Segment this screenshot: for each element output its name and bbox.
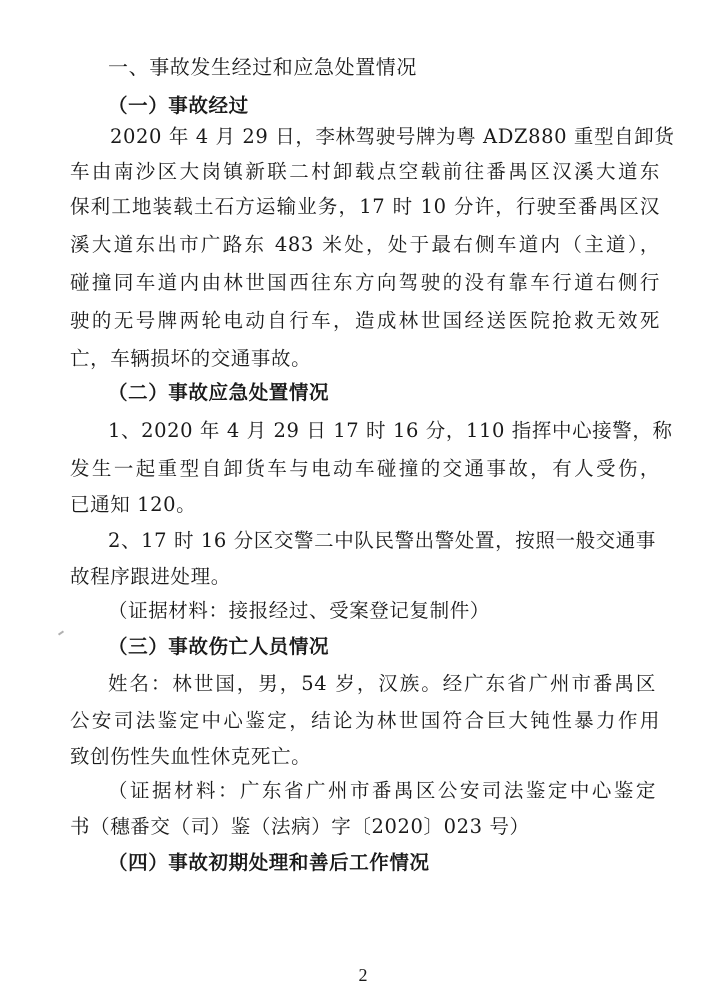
- section-1-line-3: 保利工地装载土石方运输业务，17 时 10 分许，行驶至番禺区汉: [70, 195, 660, 218]
- section-1-line-7: 亡，车辆损坏的交通事故。: [70, 347, 312, 370]
- section-3-title: （三）事故伤亡人员情况: [108, 635, 330, 658]
- section-2-item-2-line-2: 故程序跟进处理。: [70, 565, 231, 588]
- scan-speck: [58, 630, 64, 635]
- section-1-line-4: 溪大道东出市广路东 483 米处，处于最右侧车道内（主道），: [70, 233, 660, 256]
- section-3-line-1: 姓名：林世国，男，54 岁，汉族。经广东省广州市番禺区: [108, 672, 656, 695]
- section-3-evidence-line-2: 书（穗番交（司）鉴（法病）字〔2020〕023 号）: [70, 815, 530, 838]
- section-3-line-3: 致创伤性失血性休克死亡。: [70, 745, 312, 768]
- section-1-line-5: 碰撞同车道内由林世国西往东方向驾驶的没有靠车行道右侧行: [70, 271, 660, 294]
- section-1-line-1: 2020 年 4 月 29 日，李林驾驶号牌为粤 ADZ880 重型自卸货: [110, 125, 675, 148]
- section-1-line-2: 车由南沙区大岗镇新联二村卸载点空载前往番禺区汉溪大道东: [70, 160, 660, 183]
- section-3-line-2: 公安司法鉴定中心鉴定，结论为林世国符合巨大钝性暴力作用: [70, 709, 660, 732]
- section-4-title: （四）事故初期处理和善后工作情况: [108, 851, 430, 874]
- section-2-evidence: （证据材料：接报经过、受案登记复制件）: [108, 599, 490, 622]
- section-1-title: （一）事故经过: [108, 94, 249, 117]
- section-3-evidence-line-1: （证据材料：广东省广州市番禺区公安司法鉴定中心鉴定: [108, 779, 656, 802]
- main-heading: 一、事故发生经过和应急处置情况: [108, 55, 417, 79]
- section-2-item-1-line-2: 发生一起重型自卸货车与电动车碰撞的交通事故，有人受伤，: [70, 457, 660, 480]
- section-1-line-6: 驶的无号牌两轮电动自行车，造成林世国经送医院抢救无效死: [70, 309, 660, 332]
- section-2-item-1-line-3: 已通知 120。: [70, 493, 197, 516]
- page-number: 2: [358, 965, 368, 985]
- section-2-title: （二）事故应急处置情况: [108, 381, 330, 404]
- section-2-item-1-line-1: 1、2020 年 4 月 29 日 17 时 16 分，110 指挥中心接警，称: [108, 419, 673, 442]
- section-2-item-2-line-1: 2、17 时 16 分区交警二中队民警出警处置，按照一般交通事: [108, 529, 656, 552]
